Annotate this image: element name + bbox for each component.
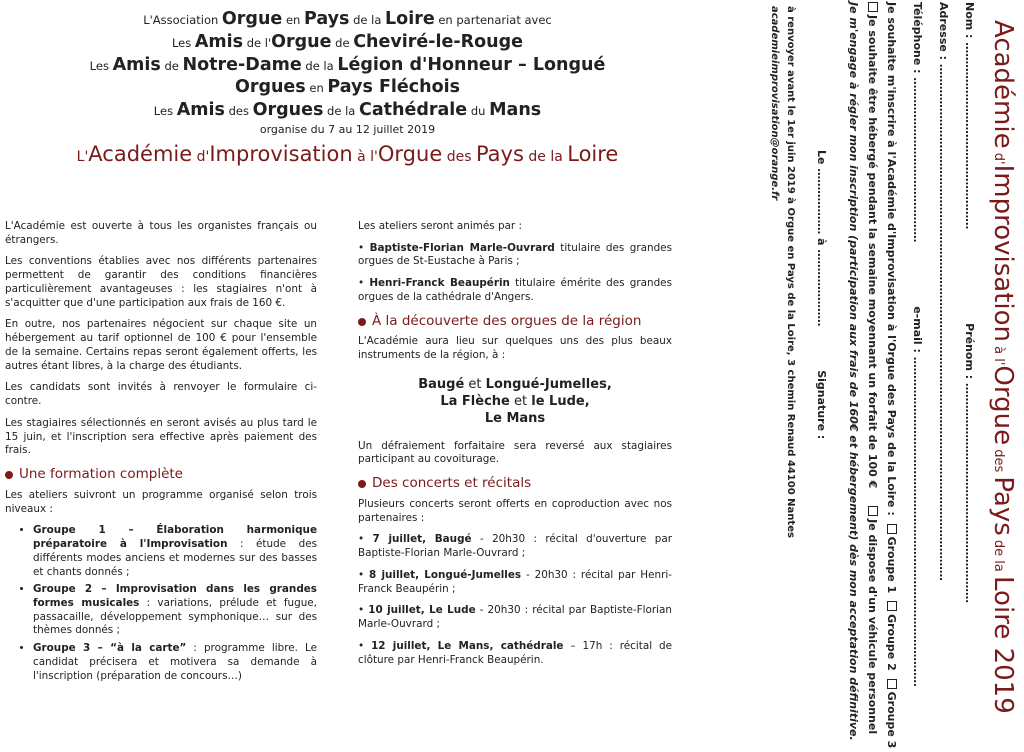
section-heading bbox=[358, 475, 672, 493]
contact-email: academieimprovisation@orange.fr bbox=[769, 6, 780, 201]
group-text: : programme libre. Le candidat précisera et motivera sa demande à l'inscription (préparation de concours…) bbox=[33, 642, 317, 682]
text: Les bbox=[171, 35, 195, 50]
group1-checkbox[interactable] bbox=[887, 524, 897, 534]
header bbox=[0, 8, 695, 166]
text: Orgue bbox=[377, 141, 443, 166]
text: Notre-Dame bbox=[182, 54, 302, 75]
text: de la bbox=[301, 58, 338, 73]
phone-field[interactable]: Téléphone : ……………………………………… bbox=[911, 2, 924, 243]
engagement-row: Je m'engage à régler mon inscription (participation aux frais de 160€ et hébergement) dès mon acceptation définitive. bbox=[847, 2, 860, 741]
list-item bbox=[33, 524, 317, 579]
paragraph: En outre, nos partenaires négocient sur chaque site un hébergement au tarif optionnel de 100 € pour l'ensemble de la semaine. Certains repas seront également offerts, les autres étant libres, à la charge des étudiants. bbox=[5, 318, 317, 372]
group-title: Groupe 3 – “à la carte” bbox=[33, 642, 187, 655]
text: d' bbox=[192, 148, 210, 165]
text: de la bbox=[523, 148, 568, 165]
date-place-row bbox=[815, 150, 828, 439]
inscription-label: Je souhaite m'inscrire à l'Académie d'Improvisation à l'Orgue des Pays de la Loire : bbox=[885, 2, 898, 516]
text: Amis bbox=[194, 31, 244, 52]
place: Le Mans bbox=[484, 410, 546, 426]
text: Pays Fléchois bbox=[327, 77, 461, 98]
group-title: Groupe 2 – Improvisation dans les grandes formes musicales bbox=[33, 583, 317, 609]
event-date: 10 juillet, Le Lude bbox=[368, 604, 476, 617]
paragraph: Les candidats sont invités à renvoyer le formulaire ci-contre. bbox=[5, 381, 317, 408]
section-heading bbox=[5, 466, 317, 484]
text: de la bbox=[349, 13, 386, 27]
text: Pays bbox=[303, 9, 350, 29]
address-row bbox=[937, 2, 950, 581]
text: de la bbox=[323, 104, 359, 118]
text: en partenariat avec bbox=[434, 13, 552, 27]
teacher-name: Henri-Franck Beaupérin bbox=[369, 277, 510, 290]
dates: organise du 7 au 12 juillet 2019 bbox=[259, 122, 436, 136]
text: à l' bbox=[352, 148, 378, 165]
text: Orgue bbox=[988, 365, 1018, 446]
teacher-item: • Baptiste-Florian Marle-Ouvrard titulaire des grandes orgues de St-Eustache à Paris ; bbox=[358, 241, 672, 268]
text: Amis bbox=[176, 100, 225, 120]
header-line-partner-4 bbox=[0, 99, 695, 122]
event-item: • 12 juillet, Le Mans, cathédrale – 17h : récital de clôture par Henri-Franck Beaupérin. bbox=[358, 639, 673, 666]
text: Académie bbox=[988, 20, 1018, 149]
paragraph: Plusieurs concerts seront offerts en coproduction avec nos partenaires : bbox=[358, 497, 672, 524]
header-line-partner-2 bbox=[0, 54, 695, 77]
paragraph: Les ateliers suivront un programme organisé selon trois niveaux : bbox=[5, 488, 317, 515]
section-heading bbox=[358, 313, 672, 331]
date-place-field[interactable]: Le ……………… à ………………… bbox=[815, 150, 828, 327]
text: Académie bbox=[88, 141, 193, 166]
event-item: • 7 juillet, Baugé - 20h30 : récital d'ouverture par Baptiste-Florian Marle-Ouvrard ; bbox=[358, 533, 673, 560]
text: L'Association bbox=[143, 13, 222, 27]
lodging-checkbox[interactable] bbox=[868, 2, 878, 12]
teacher-item: • Henri-Franck Beaupérin titulaire émérite des grandes orgues de la cathédrale d'Angers. bbox=[358, 277, 672, 303]
text: et bbox=[509, 393, 532, 409]
list-item bbox=[33, 642, 317, 683]
name-row bbox=[963, 2, 976, 603]
page-title bbox=[0, 142, 695, 166]
address-field[interactable]: Adresse : …………………………………………………………………………………………………………………………… bbox=[937, 2, 950, 581]
text: et bbox=[464, 376, 486, 392]
places bbox=[358, 377, 672, 428]
event-text: - 20h30 : récital d'ouverture par Baptiste-Florian Marle-Ouvrard ; bbox=[358, 533, 673, 560]
list-item bbox=[33, 583, 317, 638]
registration-form-inner bbox=[720, 0, 1024, 752]
text: Légion d'Honneur – Longué bbox=[337, 54, 606, 75]
teacher-text: titulaire des grandes orgues de St-Eustache à Paris ; bbox=[358, 241, 672, 268]
section-heading-label: Une formation complète bbox=[19, 466, 183, 483]
event-item: • 10 juillet, Le Lude - 20h30 : récital par Baptiste-Florian Marle-Ouvrard ; bbox=[358, 604, 672, 631]
text: Orgues bbox=[234, 77, 306, 98]
group1-label: Groupe 1 bbox=[885, 536, 898, 594]
text: Cheviré-le-Rouge bbox=[353, 31, 524, 52]
vehicle-checkbox[interactable] bbox=[868, 506, 878, 516]
place: Baugé bbox=[418, 376, 465, 392]
group-text: : variations, prélude et fugue, passacaille, développement symphonique… sur des thèmes donnés ; bbox=[33, 596, 317, 637]
header-line-partner-3 bbox=[0, 76, 695, 99]
return-address: à renvoyer avant le 1er juin 2019 à Orgue en Pays de la Loire, 3 chemin Renaud 44100 Nantes bbox=[785, 6, 796, 538]
place: Longué-Jumelles, bbox=[485, 376, 612, 392]
paragraph: Les conventions établies avec nos différents partenaires permettent de garantir des conditions financières particulièrement avantageuses : les stagiaires n'ont à s'acquitter que d'une participation aux frais de 160 €. bbox=[5, 255, 317, 309]
group2-checkbox[interactable] bbox=[887, 601, 897, 611]
text: Les bbox=[89, 58, 113, 73]
signature-label: Signature : bbox=[815, 370, 828, 440]
registration-form bbox=[720, 0, 1024, 752]
bullet-icon bbox=[5, 471, 13, 479]
text: Orgues bbox=[252, 100, 324, 120]
text: Cathédrale bbox=[359, 100, 468, 120]
paragraph: Les stagiaires sélectionnés en seront avisés au plus tard le 15 juin, et l'inscription sera effective après paiement des frais. bbox=[5, 416, 317, 457]
text: L' bbox=[76, 148, 89, 165]
group-title: Groupe 1 – Élaboration harmonique préparatoire à l'Improvisation bbox=[33, 524, 317, 551]
left-column bbox=[5, 220, 317, 687]
text: Improvisation bbox=[988, 164, 1018, 342]
group3-checkbox[interactable] bbox=[887, 679, 897, 689]
middle-column bbox=[358, 220, 672, 675]
options-row bbox=[866, 2, 879, 734]
header-line-partner-1 bbox=[0, 31, 695, 54]
text: Improvisation bbox=[209, 141, 353, 166]
text: Loire 2019 bbox=[988, 576, 1018, 714]
text: du bbox=[467, 104, 490, 118]
event-date: 12 juillet, Le Mans, cathédrale bbox=[371, 639, 564, 652]
lodging-label: Je souhaite être hébergé pendant la semaine moyennant un forfait de 100 € bbox=[866, 15, 879, 489]
paragraph: Les ateliers seront animés par : bbox=[358, 220, 522, 232]
text: d' bbox=[991, 148, 1006, 165]
event-item: • 8 juillet, Longué-Jumelles - 20h30 : récital par Henri-Franck Beaupérin ; bbox=[358, 568, 672, 595]
inscription-row bbox=[885, 2, 898, 748]
email-field[interactable]: e-mail : ……………………………………………………………………………… bbox=[911, 306, 924, 687]
firstname-field[interactable]: Prénom : …………………………………………………… bbox=[963, 323, 976, 603]
text: Mans bbox=[489, 100, 542, 120]
event-text: – 17h : récital de clôture par Henri-Franck Beaupérin. bbox=[358, 639, 673, 666]
section-heading-label: Des concerts et récitals bbox=[372, 475, 532, 492]
contact-row bbox=[911, 2, 924, 687]
teacher-name: Baptiste-Florian Marle-Ouvrard bbox=[369, 241, 555, 254]
text: de bbox=[160, 58, 183, 73]
vehicle-label: Je dispose d'un véhicule personnel bbox=[866, 519, 879, 735]
event-date: 7 juillet, Baugé bbox=[372, 533, 472, 546]
paragraph: L'Académie aura lieu sur quelques uns des plus beaux instruments de la région, à : bbox=[358, 335, 672, 362]
place: La Flèche bbox=[440, 393, 510, 409]
teacher-text: titulaire émérite des grandes orgues de la cathédrale d'Angers. bbox=[358, 277, 672, 303]
text: de l' bbox=[243, 35, 272, 50]
text: Les bbox=[153, 104, 177, 118]
section-heading-label: À la découverte des orgues de la région bbox=[372, 312, 642, 329]
text: en bbox=[305, 81, 328, 96]
group-list bbox=[5, 524, 317, 683]
text: Orgue bbox=[221, 9, 283, 29]
text: Pays bbox=[475, 141, 524, 166]
header-line-association bbox=[0, 8, 695, 31]
form-title bbox=[988, 20, 1018, 714]
group2-label: Groupe 2 bbox=[885, 614, 898, 671]
text: des bbox=[442, 148, 476, 165]
text: des bbox=[991, 445, 1006, 477]
text: en bbox=[282, 13, 304, 27]
group-text: : étude des différents modes anciens et modernes sur des basses et chants donnés ; bbox=[33, 538, 317, 578]
bullet-icon bbox=[358, 318, 366, 326]
event-text: - 20h30 : récital par Baptiste-Florian Marle-Ouvrard ; bbox=[358, 604, 672, 631]
text: Amis bbox=[112, 54, 161, 75]
text: Pays bbox=[988, 476, 1018, 536]
paragraph: Un défraiement forfaitaire sera reversé aux stagiaires participant au covoiturage. bbox=[358, 439, 672, 466]
paragraph: L'Académie est ouverte à tous les organistes français ou étrangers. bbox=[5, 220, 317, 246]
text: de la bbox=[991, 535, 1006, 577]
text: Loire bbox=[567, 141, 619, 166]
event-text: - 20h30 : récital par Henri-Franck Beaupérin ; bbox=[358, 568, 672, 595]
text: des bbox=[224, 104, 253, 118]
bullet-icon bbox=[358, 480, 366, 488]
group3-label: Groupe 3 bbox=[885, 691, 898, 749]
text: Loire bbox=[385, 9, 435, 29]
name-field[interactable]: Nom : …………………………………………… bbox=[963, 2, 976, 230]
event-date: 8 juillet, Longué-Jumelles bbox=[369, 568, 522, 581]
text: de bbox=[331, 35, 354, 50]
text: à l' bbox=[991, 342, 1006, 366]
place: le Lude, bbox=[531, 393, 590, 409]
text: Orgue bbox=[271, 31, 332, 52]
